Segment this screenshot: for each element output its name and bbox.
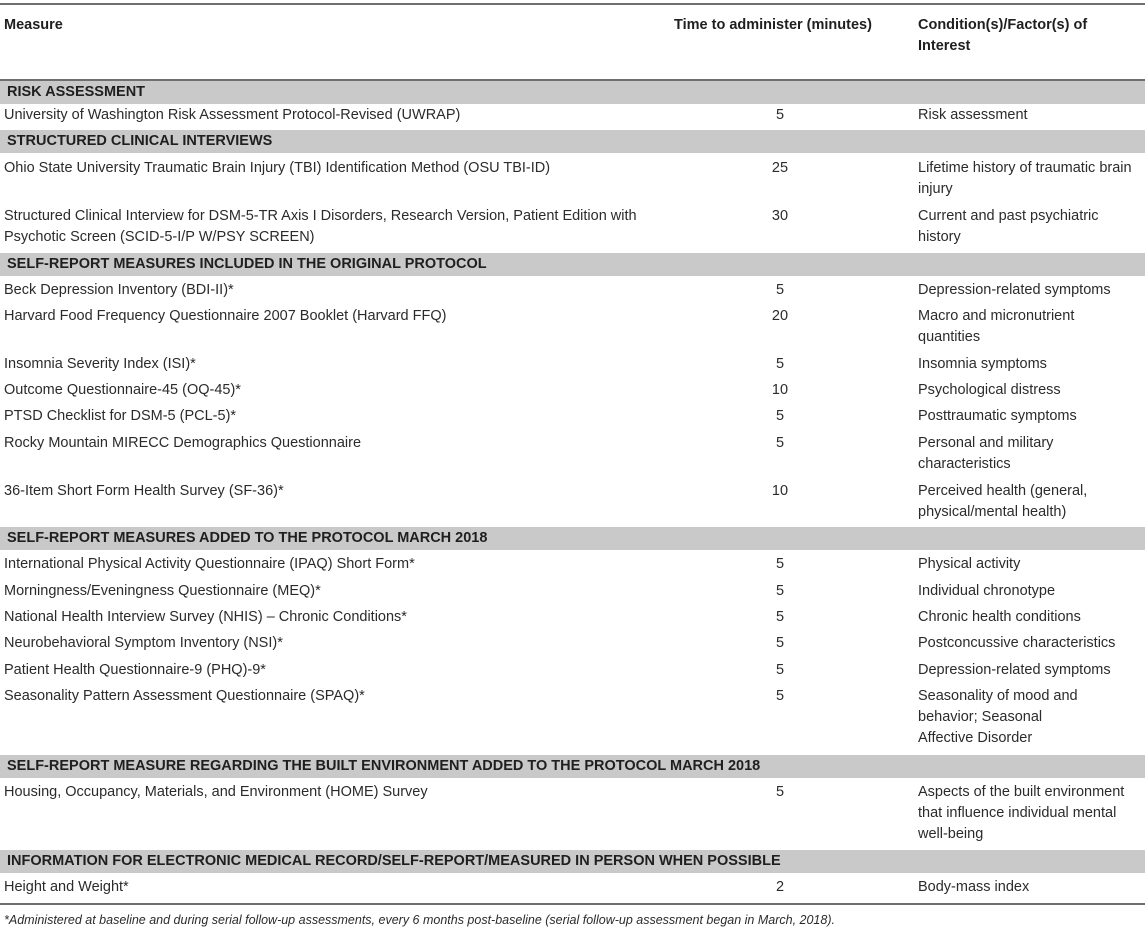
condition-cell: Individual chronotype bbox=[918, 583, 1056, 599]
time-cell: 5 bbox=[775, 107, 785, 123]
condition-cell: Physical activity bbox=[918, 556, 1021, 572]
condition-cell: Postconcussive characteristics bbox=[918, 635, 1116, 651]
measure-cell: PTSD Checklist for DSM-5 (PCL-5)* bbox=[4, 408, 237, 424]
section-title: SELF-REPORT MEASURES INCLUDED IN THE ORIGINAL PROTOCOL bbox=[7, 256, 487, 272]
section-title: RISK ASSESSMENT bbox=[7, 84, 146, 100]
time-cell: 5 bbox=[775, 583, 785, 599]
measure-cell: 36-Item Short Form Health Survey (SF-36)* bbox=[4, 483, 284, 499]
measure-cell: Neurobehavioral Symptom Inventory (NSI)* bbox=[4, 635, 283, 651]
section-self-report-added bbox=[0, 527, 1145, 550]
time-cell: 25 bbox=[771, 160, 789, 176]
section-title: INFORMATION FOR ELECTRONIC MEDICAL RECORD/SELF-REPORT/MEASURED IN PERSON WHEN POSSIBLE bbox=[7, 853, 781, 869]
time-cell: 2 bbox=[775, 879, 785, 895]
measure-cell: University of Washington Risk Assessment Protocol-Revised (UWRAP) bbox=[4, 107, 461, 123]
header-measure: Measure bbox=[4, 17, 63, 33]
time-cell: 5 bbox=[775, 662, 785, 678]
condition-cell: Depression-related symptoms bbox=[918, 282, 1111, 298]
section-risk-assessment bbox=[0, 81, 1145, 104]
section-medical-record bbox=[0, 850, 1145, 873]
section-structured-interviews bbox=[0, 130, 1145, 153]
measure-cell: Patient Health Questionnaire-9 (PHQ)-9* bbox=[4, 662, 266, 678]
measure-cell: Outcome Questionnaire-45 (OQ-45)* bbox=[4, 382, 241, 398]
header-condition: Condition(s)/Factor(s) of Interest bbox=[918, 17, 1088, 54]
time-cell: 5 bbox=[775, 408, 785, 424]
measure-cell: Height and Weight* bbox=[4, 879, 129, 895]
condition-cell: Risk assessment bbox=[918, 107, 1028, 123]
time-cell: 20 bbox=[771, 308, 789, 324]
time-cell: 5 bbox=[775, 282, 785, 298]
condition-cell: Aspects of the built environment that influence individual mental well-being bbox=[918, 784, 1125, 842]
condition-cell: Seasonality of mood and behavior; Seasonal Affective Disorder bbox=[918, 688, 1078, 746]
time-cell: 5 bbox=[775, 688, 785, 704]
measure-cell: Seasonality Pattern Assessment Questionnaire (SPAQ)* bbox=[4, 688, 365, 704]
section-title: SELF-REPORT MEASURE REGARDING THE BUILT ENVIRONMENT ADDED TO THE PROTOCOL MARCH 2018 bbox=[7, 758, 761, 774]
measure-cell: Harvard Food Frequency Questionnaire 2007 Booklet (Harvard FFQ) bbox=[4, 308, 447, 324]
time-cell: 5 bbox=[775, 435, 785, 451]
measure-cell: Insomnia Severity Index (ISI)* bbox=[4, 356, 196, 372]
header-time: Time to administer (minutes) bbox=[674, 17, 872, 33]
measure-cell: Ohio State University Traumatic Brain Injury (TBI) Identification Method (OSU TBI-ID) bbox=[4, 160, 551, 176]
condition-cell: Depression-related symptoms bbox=[918, 662, 1111, 678]
condition-cell: Insomnia symptoms bbox=[918, 356, 1047, 372]
measure-cell: Structured Clinical Interview for DSM-5-TR Axis I Disorders, Research Version, Patient Edition with Psychotic Screen (SCID-5-I/P W/PSY SCREEN) bbox=[4, 208, 637, 245]
condition-cell: Perceived health (general, physical/mental health) bbox=[918, 483, 1088, 520]
time-cell: 5 bbox=[775, 556, 785, 572]
condition-cell: Lifetime history of traumatic brain injury bbox=[918, 160, 1132, 197]
condition-cell: Psychological distress bbox=[918, 382, 1061, 398]
condition-cell: Personal and military characteristics bbox=[918, 435, 1054, 472]
condition-cell: Current and past psychiatric history bbox=[918, 208, 1099, 245]
section-title: STRUCTURED CLINICAL INTERVIEWS bbox=[7, 133, 273, 149]
condition-cell: Chronic health conditions bbox=[918, 609, 1081, 625]
condition-cell: Macro and micronutrient quantities bbox=[918, 308, 1075, 345]
condition-cell: Body-mass index bbox=[918, 879, 1030, 895]
time-cell: 5 bbox=[775, 609, 785, 625]
measure-cell: International Physical Activity Questionnaire (IPAQ) Short Form* bbox=[4, 556, 415, 572]
section-built-environment bbox=[0, 755, 1145, 778]
table-footnote: *Administered at baseline and during serial follow-up assessments, every 6 months post-baseline (serial follow-up assessment began in March, 2018). bbox=[4, 913, 835, 927]
condition-cell: Posttraumatic symptoms bbox=[918, 408, 1077, 424]
section-title: SELF-REPORT MEASURES ADDED TO THE PROTOCOL MARCH 2018 bbox=[7, 530, 488, 546]
top-rule bbox=[0, 3, 1145, 5]
time-cell: 10 bbox=[771, 382, 789, 398]
time-cell: 5 bbox=[775, 635, 785, 651]
measure-cell: Beck Depression Inventory (BDI-II)* bbox=[4, 282, 234, 298]
measure-cell: Morningness/Eveningness Questionnaire (MEQ)* bbox=[4, 583, 321, 599]
time-cell: 30 bbox=[771, 208, 789, 224]
section-self-report-original bbox=[0, 253, 1145, 276]
measure-cell: National Health Interview Survey (NHIS) – Chronic Conditions* bbox=[4, 609, 407, 625]
time-cell: 5 bbox=[775, 784, 785, 800]
time-cell: 10 bbox=[771, 483, 789, 499]
time-cell: 5 bbox=[775, 356, 785, 372]
bottom-rule bbox=[0, 903, 1145, 905]
measure-cell: Housing, Occupancy, Materials, and Environment (HOME) Survey bbox=[4, 784, 428, 800]
measure-cell: Rocky Mountain MIRECC Demographics Questionnaire bbox=[4, 435, 362, 451]
